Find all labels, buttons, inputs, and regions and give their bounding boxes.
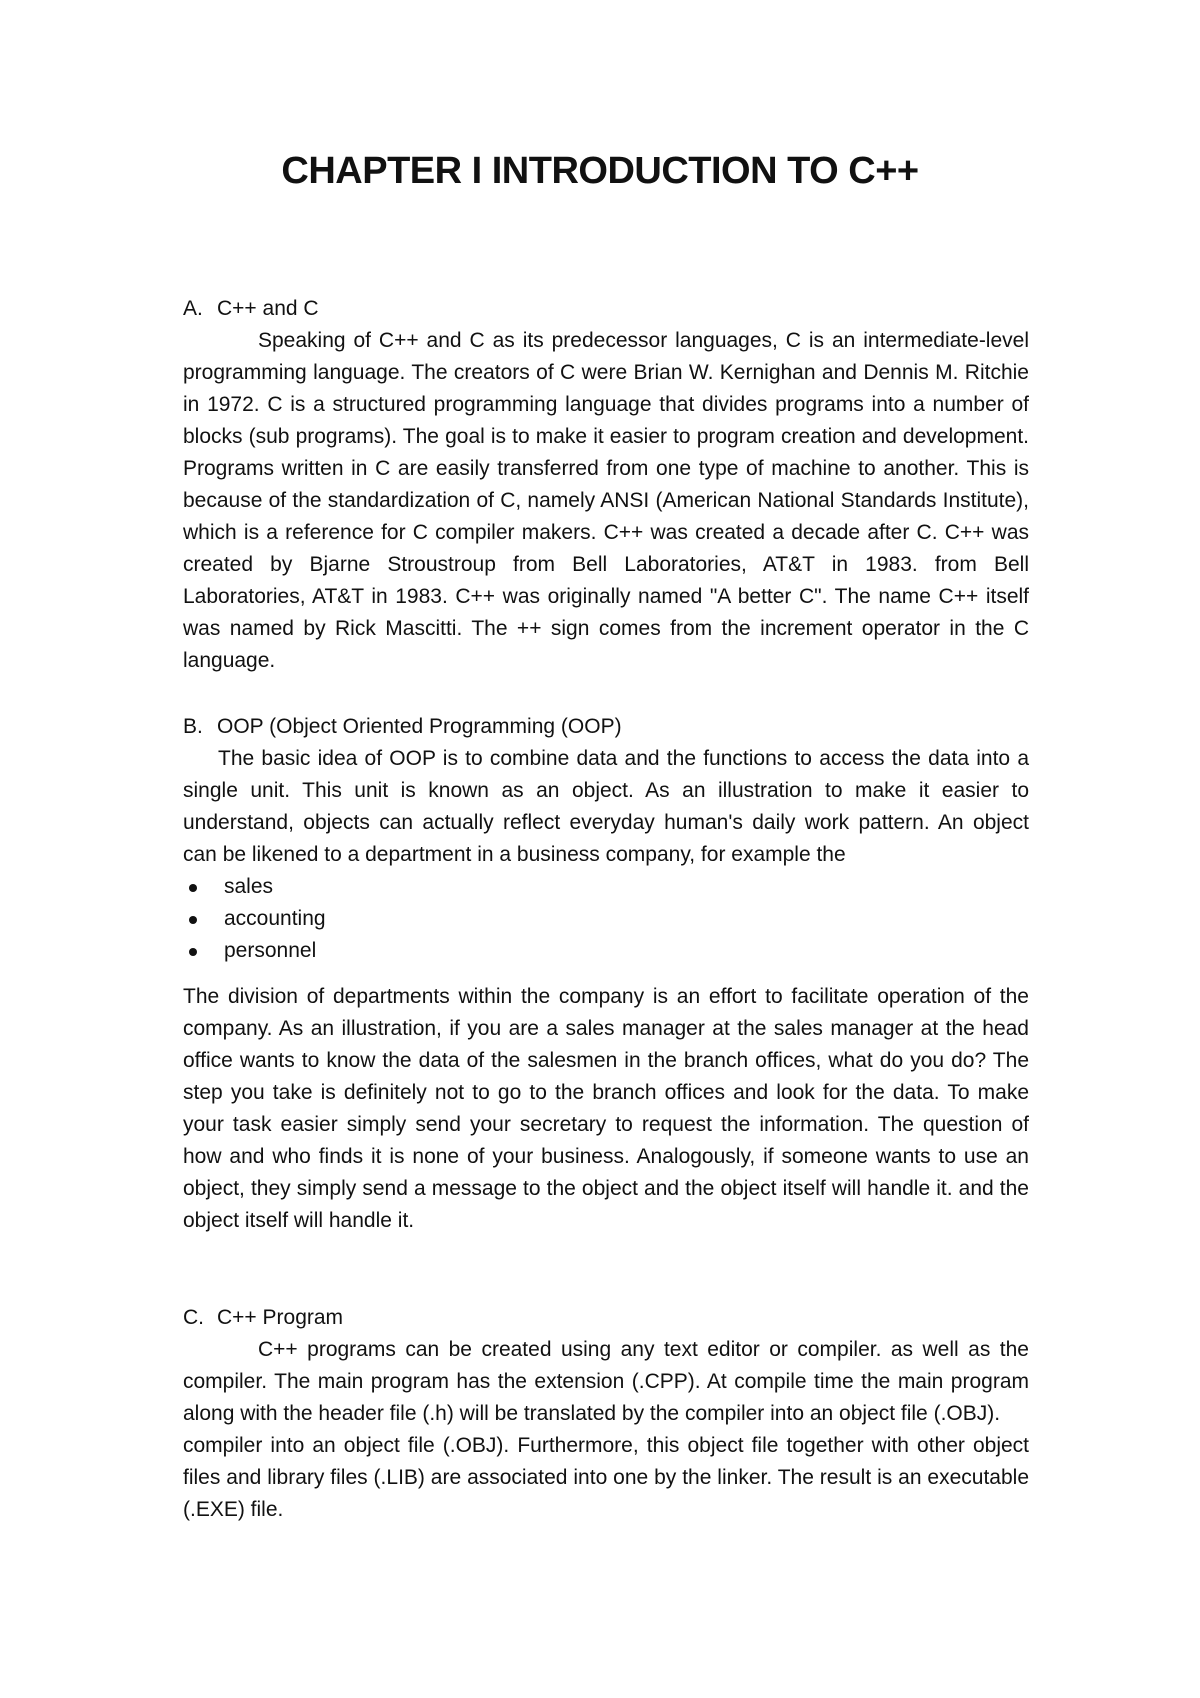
section-heading-text: C++ Program [217,1306,344,1329]
section-heading-text: OOP (Object Oriented Programming (OOP) [217,715,622,738]
bullet-icon [189,884,197,892]
section-paragraph: C++ programs can be created using any text editor or compiler. as well as the compiler. The main program has the extension (.CPP). At compile time the main program along with the header file (.h) will be translated by the compiler into an object file (.OBJ). [183,1338,1029,1425]
section-letter: A. [183,297,203,320]
section-paragraph: Speaking of C++ and C as its predecessor languages, C is an intermediate-level programming language. The creators of C were Brian W. Kernighan and Dennis M. Ritchie in 1972. C is a structured programming language that divides programs into a number of blocks (sub programs). The goal is to make it easier to program creation and development. Programs written in C are easily transferred from one type of machine to another. This is because of the standardization of C, namely ANSI (American National Standards Institute), which is a reference for C compiler makers. C++ was created a decade after C. C++ was created by Bjarne Stroustroup from Bell Laboratories, AT&T in 1983. from Bell Laboratories, AT&T in 1983. C++ was originally named "A better C". The name C++ itself was named by Rick Mascitti. The ++ sign comes from the increment operator in the C language. [183,329,1029,672]
section-paragraph: The division of departments within the company is an effort to facilitate operation of the company. As an illustration, if you are a sales manager at the sales manager at the head office wants to know the data of the salesmen in the branch offices, what do you do? The step you take is definitely not to go to the branch offices and look for the data. To make your task easier simply send your secretary to request the information. The question of how and who finds it is none of your business. Analogously, if someone wants to use an object, they simply send a message to the object and the object itself will handle it. and the object itself will handle it. [183,985,1029,1232]
section-b [183,711,1063,1237]
section-paragraph: The basic idea of OOP is to combine data and the functions to access the data into a single unit. This unit is known as an object. As an illustration to make it easier to understand, objects can actually reflect everyday human's daily work pattern. An object can be likened to a department in a business company, for example the [183,747,1029,866]
page-title: CHAPTER I INTRODUCTION TO C++ [281,150,919,192]
section-letter: B. [183,715,203,738]
section-paragraph: compiler into an object file (.OBJ). Furthermore, this object file together with other object files and library files (.LIB) are associated into one by the linker. The result is an executable (.EXE) file. [183,1434,1029,1521]
bullet-icon [189,916,197,924]
section-c [183,1302,1063,1526]
department-list [183,871,1063,967]
section-heading [183,1302,1063,1334]
list-item: personnel [183,935,1063,967]
section-a [183,293,1063,677]
section-heading-text: C++ and C [217,297,319,320]
section-heading [183,711,1063,743]
section-letter: C. [183,1306,204,1329]
list-item: accounting [183,903,1063,935]
list-item: sales [183,871,1063,903]
bullet-icon [189,948,197,956]
section-heading [183,293,1063,325]
